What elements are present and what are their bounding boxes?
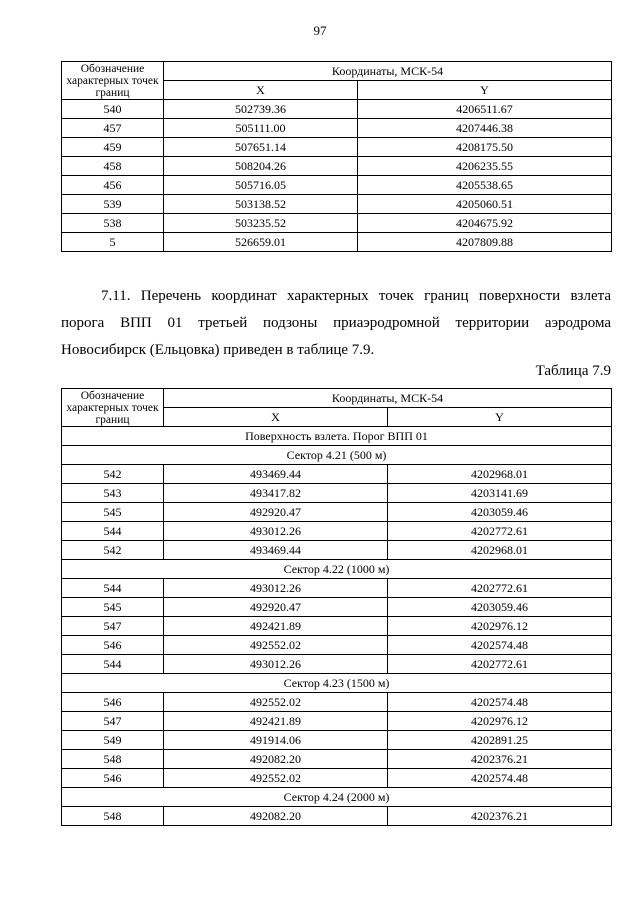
point-cell: 542 — [62, 465, 164, 484]
header-y-label: Y — [388, 408, 612, 427]
y-cell: 4205538.65 — [358, 176, 612, 195]
table-row — [62, 176, 612, 195]
table-row — [62, 195, 612, 214]
surface-title: Поверхность взлета. Порог ВПП 01 — [62, 427, 612, 446]
page-number: 97 — [313, 23, 327, 38]
point-cell: 546 — [62, 769, 164, 788]
header-x-label: X — [164, 81, 358, 100]
x-cell: 505111.00 — [164, 119, 358, 138]
point-cell: 5 — [62, 233, 164, 252]
section-header-row — [62, 560, 612, 579]
table-row — [62, 636, 612, 655]
y-cell: 4206511.67 — [358, 100, 612, 119]
point-cell: 544 — [62, 655, 164, 674]
x-cell: 492082.20 — [164, 750, 388, 769]
section-title: Сектор 4.24 (2000 м) — [62, 788, 612, 807]
table-row — [62, 579, 612, 598]
table-row — [62, 541, 612, 560]
section-title: Сектор 4.21 (500 м) — [62, 446, 612, 465]
table-row — [62, 693, 612, 712]
table-row — [62, 655, 612, 674]
y-cell: 4202574.48 — [388, 769, 612, 788]
table-row — [62, 750, 612, 769]
section-title: Сектор 4.23 (1500 м) — [62, 674, 612, 693]
header-point-label: Обозначение характерных точек границ — [62, 62, 164, 100]
point-cell: 546 — [62, 636, 164, 655]
y-cell: 4202772.61 — [388, 655, 612, 674]
table-row — [62, 769, 612, 788]
point-cell: 456 — [62, 176, 164, 195]
y-cell: 4202772.61 — [388, 579, 612, 598]
table-row — [62, 214, 612, 233]
header-point-label: Обозначение характерных точек границ — [62, 389, 164, 427]
point-cell: 540 — [62, 100, 164, 119]
header-x-label: X — [164, 408, 388, 427]
point-cell: 548 — [62, 807, 164, 826]
table-row — [62, 522, 612, 541]
x-cell: 502739.36 — [164, 100, 358, 119]
table-row — [62, 598, 612, 617]
x-cell: 493469.44 — [164, 465, 388, 484]
point-cell: 542 — [62, 541, 164, 560]
table-row — [62, 503, 612, 522]
x-cell: 491914.06 — [164, 731, 388, 750]
table-row — [62, 100, 612, 119]
coordinates-table-2 — [61, 388, 612, 826]
x-cell: 503235.52 — [164, 214, 358, 233]
point-cell: 545 — [62, 598, 164, 617]
point-cell: 538 — [62, 214, 164, 233]
x-cell: 492552.02 — [164, 693, 388, 712]
x-cell: 493012.26 — [164, 579, 388, 598]
y-cell: 4202376.21 — [388, 807, 612, 826]
y-cell: 4208175.50 — [358, 138, 612, 157]
point-cell: 547 — [62, 617, 164, 636]
x-cell: 507651.14 — [164, 138, 358, 157]
table-row — [62, 807, 612, 826]
y-cell: 4202968.01 — [388, 465, 612, 484]
point-cell: 544 — [62, 522, 164, 541]
y-cell: 4202891.25 — [388, 731, 612, 750]
y-cell: 4204675.92 — [358, 214, 612, 233]
point-cell: 546 — [62, 693, 164, 712]
table-row — [62, 465, 612, 484]
y-cell: 4203059.46 — [388, 598, 612, 617]
y-cell: 4206235.55 — [358, 157, 612, 176]
coordinates-table-1 — [61, 61, 612, 252]
paragraph-7-11 — [61, 283, 611, 364]
x-cell: 526659.01 — [164, 233, 358, 252]
x-cell: 493417.82 — [164, 484, 388, 503]
point-cell: 547 — [62, 712, 164, 731]
x-cell: 493012.26 — [164, 655, 388, 674]
x-cell: 505716.05 — [164, 176, 358, 195]
table-row — [62, 138, 612, 157]
table-row — [62, 617, 612, 636]
y-cell: 4205060.51 — [358, 195, 612, 214]
point-cell: 545 — [62, 503, 164, 522]
paragraph-line-1: 7.11. Перечень координат характерных точек границ поверхности взлета — [101, 288, 611, 304]
y-cell: 4202968.01 — [388, 541, 612, 560]
x-cell: 492552.02 — [164, 636, 388, 655]
x-cell: 492552.02 — [164, 769, 388, 788]
table-row — [62, 157, 612, 176]
section-title: Сектор 4.22 (1000 м) — [62, 560, 612, 579]
y-cell: 4207809.88 — [358, 233, 612, 252]
point-cell: 458 — [62, 157, 164, 176]
y-cell: 4202976.12 — [388, 617, 612, 636]
y-cell: 4203141.69 — [388, 484, 612, 503]
paragraph-line-2: порога ВПП 01 третьей подзоны приаэродромной территории аэродрома — [61, 315, 611, 331]
y-cell: 4207446.38 — [358, 119, 612, 138]
point-cell: 457 — [62, 119, 164, 138]
table-row — [62, 712, 612, 731]
table-row — [62, 119, 612, 138]
table-row — [62, 731, 612, 750]
x-cell: 492920.47 — [164, 598, 388, 617]
x-cell: 503138.52 — [164, 195, 358, 214]
x-cell: 492421.89 — [164, 617, 388, 636]
y-cell: 4202376.21 — [388, 750, 612, 769]
x-cell: 492920.47 — [164, 503, 388, 522]
y-cell: 4202574.48 — [388, 693, 612, 712]
header-y-label: Y — [358, 81, 612, 100]
section-header-row — [62, 446, 612, 465]
x-cell: 492082.20 — [164, 807, 388, 826]
point-cell: 459 — [62, 138, 164, 157]
table-row — [62, 484, 612, 503]
y-cell: 4202976.12 — [388, 712, 612, 731]
table-caption: Таблица 7.9 — [535, 363, 611, 379]
y-cell: 4203059.46 — [388, 503, 612, 522]
point-cell: 548 — [62, 750, 164, 769]
point-cell: 549 — [62, 731, 164, 750]
y-cell: 4202772.61 — [388, 522, 612, 541]
x-cell: 508204.26 — [164, 157, 358, 176]
x-cell: 492421.89 — [164, 712, 388, 731]
paragraph-line-3: Новосибирск (Ельцовка) приведен в таблице 7.9. — [61, 342, 375, 358]
x-cell: 493012.26 — [164, 522, 388, 541]
point-cell: 539 — [62, 195, 164, 214]
table-row — [62, 233, 612, 252]
header-coords-label: Координаты, МСК-54 — [164, 389, 612, 408]
section-header-row — [62, 674, 612, 693]
x-cell: 493469.44 — [164, 541, 388, 560]
point-cell: 544 — [62, 579, 164, 598]
header-coords-label: Координаты, МСК-54 — [164, 62, 612, 81]
point-cell: 543 — [62, 484, 164, 503]
section-header-row — [62, 788, 612, 807]
y-cell: 4202574.48 — [388, 636, 612, 655]
